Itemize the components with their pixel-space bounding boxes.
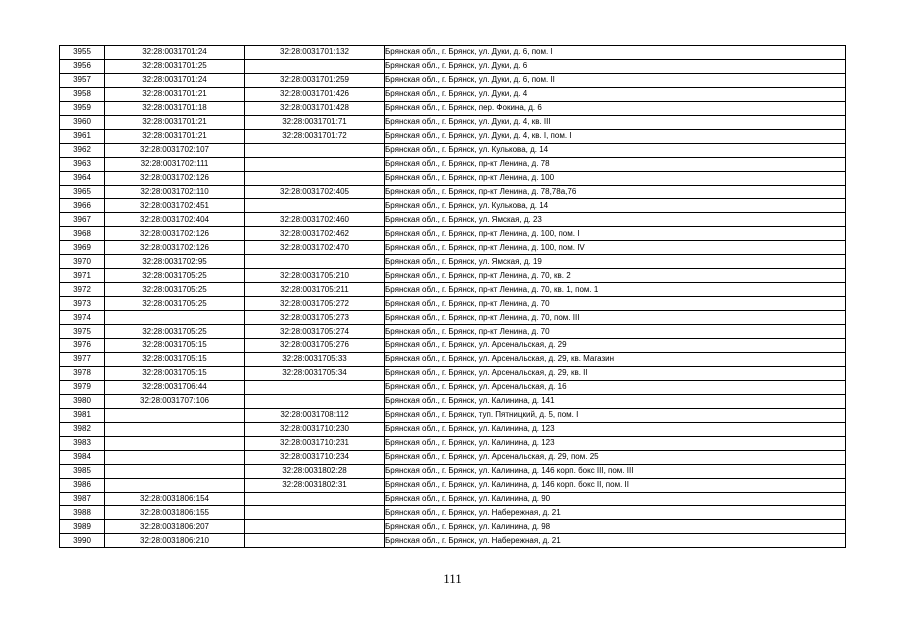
table-row — [60, 73, 846, 87]
row-number-cell: 3968 — [60, 227, 105, 241]
parcel-cadastral-number-cell: 32:28:0031705:15 — [105, 366, 245, 380]
row-number-cell: 3977 — [60, 352, 105, 366]
row-number-cell: 3967 — [60, 213, 105, 227]
parcel-cadastral-number-cell — [105, 422, 245, 436]
row-number-cell: 3962 — [60, 143, 105, 157]
address-cell: Брянская обл., г. Брянск, ул. Ямская, д. 19 — [385, 255, 846, 269]
object-cadastral-number-cell — [245, 520, 385, 534]
table-row — [60, 408, 846, 422]
parcel-cadastral-number-cell — [105, 436, 245, 450]
table-row — [60, 129, 846, 143]
parcel-cadastral-number-cell — [105, 450, 245, 464]
object-cadastral-number-cell: 32:28:0031701:426 — [245, 87, 385, 101]
parcel-cadastral-number-cell: 32:28:0031702:451 — [105, 199, 245, 213]
table-row — [60, 283, 846, 297]
object-cadastral-number-cell: 32:28:0031702:460 — [245, 213, 385, 227]
object-cadastral-number-cell: 32:28:0031701:132 — [245, 46, 385, 60]
address-cell: Брянская обл., г. Брянск, ул. Дуки, д. 4, кв. III — [385, 115, 846, 129]
object-cadastral-number-cell — [245, 255, 385, 269]
row-number-cell: 3988 — [60, 506, 105, 520]
address-cell: Брянская обл., г. Брянск, ул. Дуки, д. 4, кв. I, пом. I — [385, 129, 846, 143]
parcel-cadastral-number-cell: 32:28:0031705:15 — [105, 352, 245, 366]
address-cell: Брянская обл., г. Брянск, пр-кт Ленина, д. 70, кв. 2 — [385, 269, 846, 283]
object-cadastral-number-cell: 32:28:0031701:72 — [245, 129, 385, 143]
parcel-cadastral-number-cell: 32:28:0031701:25 — [105, 59, 245, 73]
row-number-cell: 3983 — [60, 436, 105, 450]
parcel-cadastral-number-cell: 32:28:0031702:110 — [105, 185, 245, 199]
address-cell: Брянская обл., г. Брянск, ул. Калинина, д. 146 корп. бокс II, пом. II — [385, 478, 846, 492]
table-row — [60, 325, 846, 339]
table-row — [60, 101, 846, 115]
table-row — [60, 380, 846, 394]
table-row — [60, 506, 846, 520]
address-cell: Брянская обл., г. Брянск, ул. Калинина, д. 123 — [385, 422, 846, 436]
parcel-cadastral-number-cell: 32:28:0031806:154 — [105, 492, 245, 506]
address-cell: Брянская обл., г. Брянск, ул. Ямская, д. 23 — [385, 213, 846, 227]
row-number-cell: 3964 — [60, 171, 105, 185]
object-cadastral-number-cell — [245, 506, 385, 520]
row-number-cell: 3972 — [60, 283, 105, 297]
table-row — [60, 534, 846, 548]
parcel-cadastral-number-cell: 32:28:0031701:24 — [105, 46, 245, 60]
table-row — [60, 199, 846, 213]
address-cell: Брянская обл., г. Брянск, ул. Калинина, д. 98 — [385, 520, 846, 534]
object-cadastral-number-cell: 32:28:0031701:428 — [245, 101, 385, 115]
table-row — [60, 520, 846, 534]
table-row — [60, 59, 846, 73]
table-row — [60, 46, 846, 60]
table-row — [60, 464, 846, 478]
address-cell: Брянская обл., г. Брянск, ул. Арсенальская, д. 29, кв. Магазин — [385, 352, 846, 366]
object-cadastral-number-cell — [245, 157, 385, 171]
table-row — [60, 185, 846, 199]
parcel-cadastral-number-cell: 32:28:0031702:111 — [105, 157, 245, 171]
table-row — [60, 227, 846, 241]
row-number-cell: 3956 — [60, 59, 105, 73]
table-row — [60, 339, 846, 353]
address-cell: Брянская обл., г. Брянск, ул. Дуки, д. 6, пом. II — [385, 73, 846, 87]
object-cadastral-number-cell: 32:28:0031702:405 — [245, 185, 385, 199]
row-number-cell: 3971 — [60, 269, 105, 283]
table-row — [60, 422, 846, 436]
address-cell: Брянская обл., г. Брянск, ул. Арсенальская, д. 16 — [385, 380, 846, 394]
object-cadastral-number-cell: 32:28:0031710:231 — [245, 436, 385, 450]
table-row — [60, 297, 846, 311]
address-cell: Брянская обл., г. Брянск, туп. Пятницкий, д. 5, пом. I — [385, 408, 846, 422]
row-number-cell: 3978 — [60, 366, 105, 380]
row-number-cell: 3955 — [60, 46, 105, 60]
table-row — [60, 87, 846, 101]
address-cell: Брянская обл., г. Брянск, пр-кт Ленина, д. 78 — [385, 157, 846, 171]
row-number-cell: 3963 — [60, 157, 105, 171]
row-number-cell: 3959 — [60, 101, 105, 115]
table-row — [60, 450, 846, 464]
table-row — [60, 394, 846, 408]
object-cadastral-number-cell: 32:28:0031702:462 — [245, 227, 385, 241]
parcel-cadastral-number-cell — [105, 408, 245, 422]
row-number-cell: 3986 — [60, 478, 105, 492]
address-cell: Брянская обл., г. Брянск, ул. Кулькова, д. 14 — [385, 143, 846, 157]
table-row — [60, 115, 846, 129]
object-cadastral-number-cell: 32:28:0031705:33 — [245, 352, 385, 366]
object-cadastral-number-cell: 32:28:0031705:211 — [245, 283, 385, 297]
parcel-cadastral-number-cell — [105, 311, 245, 325]
address-cell: Брянская обл., г. Брянск, ул. Калинина, д. 141 — [385, 394, 846, 408]
object-cadastral-number-cell — [245, 171, 385, 185]
table-row — [60, 366, 846, 380]
object-cadastral-number-cell — [245, 199, 385, 213]
parcel-cadastral-number-cell: 32:28:0031806:207 — [105, 520, 245, 534]
table-row — [60, 241, 846, 255]
address-cell: Брянская обл., г. Брянск, ул. Арсенальская, д. 29, кв. II — [385, 366, 846, 380]
table-row — [60, 492, 846, 506]
address-cell: Брянская обл., г. Брянск, пр-кт Ленина, д. 70, пом. III — [385, 311, 846, 325]
address-cell: Брянская обл., г. Брянск, пр-кт Ленина, д. 100 — [385, 171, 846, 185]
address-cell: Брянская обл., г. Брянск, ул. Кулькова, д. 14 — [385, 199, 846, 213]
object-cadastral-number-cell: 32:28:0031705:272 — [245, 297, 385, 311]
address-cell: Брянская обл., г. Брянск, пр-кт Ленина, д. 78,78а,76 — [385, 185, 846, 199]
object-cadastral-number-cell: 32:28:0031705:210 — [245, 269, 385, 283]
address-cell: Брянская обл., г. Брянск, ул. Дуки, д. 6 — [385, 59, 846, 73]
address-cell: Брянская обл., г. Брянск, пр-кт Ленина, д. 100, пом. I — [385, 227, 846, 241]
address-cell: Брянская обл., г. Брянск, пр-кт Ленина, д. 70, кв. 1, пом. 1 — [385, 283, 846, 297]
parcel-cadastral-number-cell: 32:28:0031707:106 — [105, 394, 245, 408]
row-number-cell: 3980 — [60, 394, 105, 408]
parcel-cadastral-number-cell: 32:28:0031806:210 — [105, 534, 245, 548]
parcel-cadastral-number-cell: 32:28:0031702:95 — [105, 255, 245, 269]
parcel-cadastral-number-cell: 32:28:0031702:107 — [105, 143, 245, 157]
row-number-cell: 3957 — [60, 73, 105, 87]
row-number-cell: 3989 — [60, 520, 105, 534]
table-row — [60, 269, 846, 283]
parcel-cadastral-number-cell: 32:28:0031806:155 — [105, 506, 245, 520]
object-cadastral-number-cell: 32:28:0031702:470 — [245, 241, 385, 255]
registry-body — [60, 46, 846, 548]
parcel-cadastral-number-cell: 32:28:0031702:126 — [105, 241, 245, 255]
address-cell: Брянская обл., г. Брянск, ул. Калинина, д. 146 корп. бокс III, пом. III — [385, 464, 846, 478]
address-cell: Брянская обл., г. Брянск, ул. Дуки, д. 4 — [385, 87, 846, 101]
row-number-cell: 3982 — [60, 422, 105, 436]
object-cadastral-number-cell: 32:28:0031701:259 — [245, 73, 385, 87]
object-cadastral-number-cell — [245, 394, 385, 408]
row-number-cell: 3960 — [60, 115, 105, 129]
address-cell: Брянская обл., г. Брянск, пер. Фокина, д. 6 — [385, 101, 846, 115]
object-cadastral-number-cell — [245, 492, 385, 506]
parcel-cadastral-number-cell: 32:28:0031705:25 — [105, 283, 245, 297]
address-cell: Брянская обл., г. Брянск, ул. Набережная, д. 21 — [385, 534, 846, 548]
parcel-cadastral-number-cell — [105, 464, 245, 478]
parcel-cadastral-number-cell: 32:28:0031706:44 — [105, 380, 245, 394]
parcel-cadastral-number-cell: 32:28:0031705:25 — [105, 297, 245, 311]
object-cadastral-number-cell: 32:28:0031705:276 — [245, 339, 385, 353]
row-number-cell: 3990 — [60, 534, 105, 548]
address-cell: Брянская обл., г. Брянск, ул. Набережная, д. 21 — [385, 506, 846, 520]
object-cadastral-number-cell: 32:28:0031802:31 — [245, 478, 385, 492]
object-cadastral-number-cell: 32:28:0031705:34 — [245, 366, 385, 380]
row-number-cell: 3981 — [60, 408, 105, 422]
row-number-cell: 3975 — [60, 325, 105, 339]
object-cadastral-number-cell: 32:28:0031701:71 — [245, 115, 385, 129]
address-cell: Брянская обл., г. Брянск, ул. Арсенальская, д. 29 — [385, 339, 846, 353]
parcel-cadastral-number-cell: 32:28:0031702:126 — [105, 171, 245, 185]
page-number: 111 — [443, 571, 462, 586]
table-row — [60, 213, 846, 227]
object-cadastral-number-cell — [245, 380, 385, 394]
row-number-cell: 3969 — [60, 241, 105, 255]
parcel-cadastral-number-cell: 32:28:0031702:404 — [105, 213, 245, 227]
row-number-cell: 3987 — [60, 492, 105, 506]
table-row — [60, 352, 846, 366]
table-row — [60, 143, 846, 157]
table-row — [60, 478, 846, 492]
row-number-cell: 3973 — [60, 297, 105, 311]
table-row — [60, 255, 846, 269]
parcel-cadastral-number-cell: 32:28:0031701:21 — [105, 129, 245, 143]
parcel-cadastral-number-cell: 32:28:0031701:18 — [105, 101, 245, 115]
parcel-cadastral-number-cell: 32:28:0031705:25 — [105, 325, 245, 339]
parcel-cadastral-number-cell: 32:28:0031705:15 — [105, 339, 245, 353]
object-cadastral-number-cell — [245, 143, 385, 157]
row-number-cell: 3979 — [60, 380, 105, 394]
parcel-cadastral-number-cell: 32:28:0031701:21 — [105, 87, 245, 101]
object-cadastral-number-cell: 32:28:0031705:273 — [245, 311, 385, 325]
address-cell: Брянская обл., г. Брянск, ул. Калинина, д. 123 — [385, 436, 846, 450]
object-cadastral-number-cell: 32:28:0031710:230 — [245, 422, 385, 436]
parcel-cadastral-number-cell: 32:28:0031702:126 — [105, 227, 245, 241]
parcel-cadastral-number-cell: 32:28:0031705:25 — [105, 269, 245, 283]
object-cadastral-number-cell: 32:28:0031708:112 — [245, 408, 385, 422]
table-row — [60, 311, 846, 325]
object-cadastral-number-cell: 32:28:0031802:28 — [245, 464, 385, 478]
row-number-cell: 3958 — [60, 87, 105, 101]
table-row — [60, 171, 846, 185]
object-cadastral-number-cell: 32:28:0031705:274 — [245, 325, 385, 339]
parcel-cadastral-number-cell — [105, 478, 245, 492]
address-cell: Брянская обл., г. Брянск, ул. Дуки, д. 6, пом. I — [385, 46, 846, 60]
object-cadastral-number-cell — [245, 534, 385, 548]
address-cell: Брянская обл., г. Брянск, пр-кт Ленина, д. 100, пом. IV — [385, 241, 846, 255]
row-number-cell: 3965 — [60, 185, 105, 199]
object-cadastral-number-cell — [245, 59, 385, 73]
parcel-cadastral-number-cell: 32:28:0031701:24 — [105, 73, 245, 87]
row-number-cell: 3961 — [60, 129, 105, 143]
object-cadastral-number-cell: 32:28:0031710:234 — [245, 450, 385, 464]
row-number-cell: 3984 — [60, 450, 105, 464]
address-cell: Брянская обл., г. Брянск, пр-кт Ленина, д. 70 — [385, 297, 846, 311]
row-number-cell: 3976 — [60, 339, 105, 353]
row-number-cell: 3985 — [60, 464, 105, 478]
row-number-cell: 3970 — [60, 255, 105, 269]
row-number-cell: 3974 — [60, 311, 105, 325]
row-number-cell: 3966 — [60, 199, 105, 213]
address-cell: Брянская обл., г. Брянск, пр-кт Ленина, д. 70 — [385, 325, 846, 339]
address-cell: Брянская обл., г. Брянск, ул. Калинина, д. 90 — [385, 492, 846, 506]
table-row — [60, 157, 846, 171]
table-row — [60, 436, 846, 450]
parcel-cadastral-number-cell: 32:28:0031701:21 — [105, 115, 245, 129]
address-cell: Брянская обл., г. Брянск, ул. Арсенальская, д. 29, пом. 25 — [385, 450, 846, 464]
property-registry-table — [59, 45, 846, 548]
